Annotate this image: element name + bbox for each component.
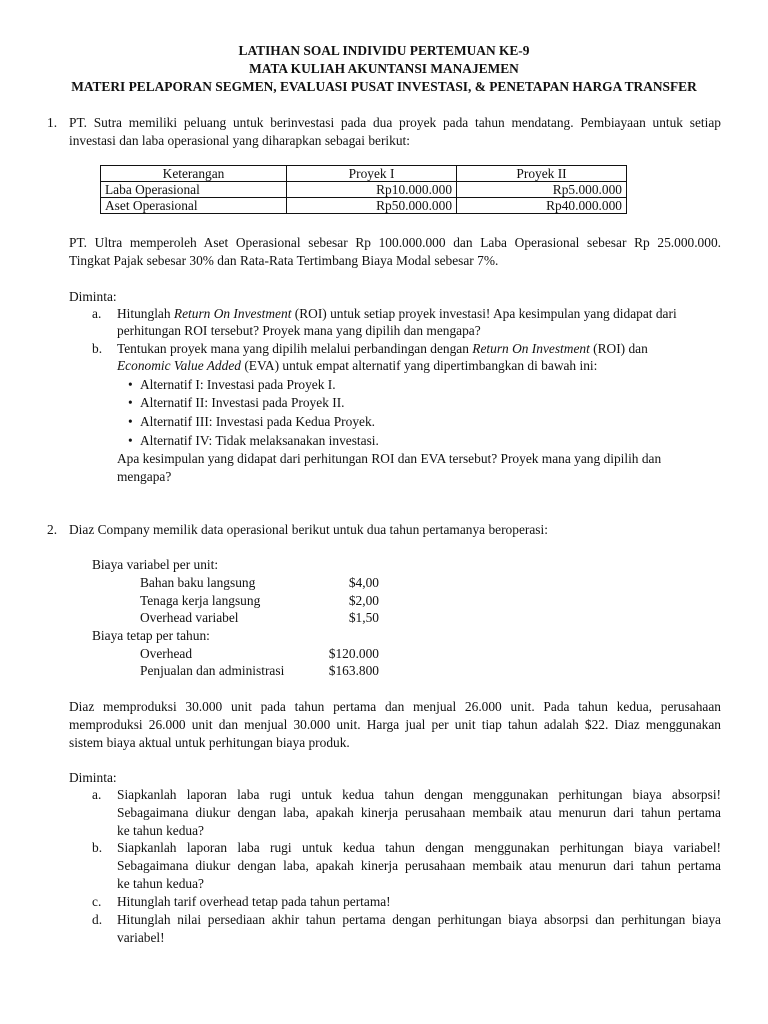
italic-term: Return On Investment [173, 306, 292, 321]
q2-task-a-line: Siapkanlah laporan laba rugi untuk kedua tahun dengan menggunakan perhitungan biaya absorpsi! [117, 787, 721, 802]
text-span: Tentukan proyek mana yang dipilih melalui perbandingan dengan [117, 341, 473, 356]
text-span: Hitunglah [117, 306, 174, 321]
cost-item-label: Tenaga kerja langsung [140, 593, 261, 608]
question-1-number: 1. [47, 115, 58, 130]
q1-diminta-label: Diminta: [69, 289, 117, 304]
cost-item-value: $4,00 [348, 575, 379, 590]
q2-task-d-line: Hitunglah nilai persediaan akhir tahun pertama dengan perhitungan biaya absorpsi dan perhitungan biaya [117, 912, 721, 927]
q2-task-a-line: Sebagaimana diukur dengan laba, apakah kinerja perusahaan membaik atau menurun dari tahun pertama [117, 805, 721, 820]
bullet-icon: • [128, 395, 133, 410]
q2-task-c-label: c. [92, 894, 102, 909]
doc-title-line-3: MATERI PELAPORAN SEGMEN, EVALUASI PUSAT INVESTASI, & PENETAPAN HARGA TRANSFER [71, 79, 697, 94]
variable-cost-heading: Biaya variabel per unit: [92, 557, 219, 572]
table-cell-label: Aset Operasional [101, 198, 287, 214]
q1-task-a-line-2: perhitungan ROI tersebut? Proyek mana yang dipilih dan mengapa? [117, 323, 481, 338]
question-2-number: 2. [47, 522, 58, 537]
q2-production-line-3: sistem biaya aktual untuk perhitungan biaya produk. [69, 735, 350, 750]
cost-item-label: Overhead variabel [140, 610, 239, 625]
q2-task-d-line: variabel! [117, 930, 165, 945]
cost-item-label: Bahan baku langsung [140, 575, 256, 590]
bullet-icon: • [128, 433, 133, 448]
bullet-icon: • [128, 377, 133, 392]
fixed-cost-heading: Biaya tetap per tahun: [92, 628, 210, 643]
q1-task-b-line-2 [117, 357, 597, 375]
cost-item-value: $2,00 [348, 593, 379, 608]
text-span: (ROI) dan [589, 341, 648, 356]
table-cell-value: Rp40.000.000 [457, 198, 627, 214]
table-header-cell: Keterangan [101, 166, 287, 182]
q2-task-b-label: b. [92, 840, 103, 855]
table-row [101, 182, 627, 198]
cost-item-value: $1,50 [348, 610, 379, 625]
q2-task-a-line: ke tahun kedua? [117, 823, 204, 838]
doc-title-line-1: LATIHAN SOAL INDIVIDU PERTEMUAN KE-9 [238, 43, 530, 58]
q1-project-table [100, 165, 627, 214]
q2-task-b-line: ke tahun kedua? [117, 876, 204, 891]
cost-item-label: Overhead [140, 646, 193, 661]
cost-item-value: $120.000 [328, 646, 379, 661]
q2-task-b-line: Sebagaimana diukur dengan laba, apakah kinerja perusahaan membaik atau menurun dari tahun pertama [117, 858, 721, 873]
alternative-item: Alternatif IV: Tidak melaksanakan investasi. [140, 433, 379, 448]
q1-ultra-line-2: Tingkat Pajak sebesar 30% dan Rata-Rata Tertimbang Biaya Modal sebesar 7%. [69, 253, 499, 268]
table-cell-value: Rp5.000.000 [457, 182, 627, 198]
table-cell-value: Rp50.000.000 [287, 198, 457, 214]
q2-task-b-line: Siapkanlah laporan laba rugi untuk kedua tahun dengan menggunakan perhitungan biaya variabel! [117, 840, 721, 855]
table-cell-label: Laba Operasional [101, 182, 287, 198]
q2-production-line-2: memproduksi 26.000 unit dan menjual 30.000 unit. Harga jual per unit tiap tahun adalah $22. Diaz menggunakan [69, 717, 721, 732]
q1-intro-line-1: PT. Sutra memiliki peluang untuk berinvestasi pada dua proyek pada tahun mendatang. Pembiayaan untuk setiap [69, 115, 721, 130]
italic-term: Economic Value Added [117, 358, 241, 373]
q2-task-c-line: Hitunglah tarif overhead tetap pada tahun pertama! [117, 894, 391, 909]
text-span: (EVA) untuk empat alternatif yang dipertimbangkan di bawah ini: [240, 358, 598, 373]
q2-task-d-label: d. [92, 912, 103, 927]
q2-diminta-label: Diminta: [69, 770, 117, 785]
alternative-item: Alternatif II: Investasi pada Proyek II. [140, 395, 345, 410]
alternative-item: Alternatif III: Investasi pada Kedua Proyek. [140, 414, 375, 429]
q1-ultra-line-1: PT. Ultra memperoleh Aset Operasional sebesar Rp 100.000.000 dan Laba Operasional sebesar Rp 25.000.000. [69, 235, 721, 250]
bullet-icon: • [128, 414, 133, 429]
doc-title-line-2: MATA KULIAH AKUNTANSI MANAJEMEN [249, 61, 519, 76]
q2-production-line-1: Diaz memproduksi 30.000 unit pada tahun pertama dan menjual 26.000 unit. Pada tahun kedua, perusahaan [69, 699, 721, 714]
table-header-cell: Proyek II [457, 166, 627, 182]
q1-conclusion-line-1: Apa kesimpulan yang didapat dari perhitungan ROI dan EVA tersebut? Proyek mana yang dipilih dan [117, 451, 662, 466]
italic-term: Return On Investment [472, 341, 590, 356]
q1-task-b-line-1 [117, 340, 648, 358]
alternative-item: Alternatif I: Investasi pada Proyek I. [140, 377, 336, 392]
q1-task-a-line-1 [117, 305, 677, 323]
q1-task-a-label: a. [92, 306, 102, 321]
table-header-row [101, 166, 627, 182]
q1-task-b-label: b. [92, 341, 103, 356]
q2-intro: Diaz Company memilik data operasional berikut untuk dua tahun pertamanya beroperasi: [69, 522, 548, 537]
text-span: (ROI) untuk setiap proyek investasi! Apa kesimpulan yang didapat dari [291, 306, 677, 321]
table-cell-value: Rp10.000.000 [287, 182, 457, 198]
cost-item-value: $163.800 [328, 663, 379, 678]
table-header-cell: Proyek I [287, 166, 457, 182]
q2-task-a-label: a. [92, 787, 102, 802]
q1-conclusion-line-2: mengapa? [117, 469, 172, 484]
q1-intro-line-2: investasi dan laba operasional yang diharapkan sebagai berikut: [69, 133, 410, 148]
cost-item-label: Penjualan dan administrasi [140, 663, 285, 678]
table-row [101, 198, 627, 214]
